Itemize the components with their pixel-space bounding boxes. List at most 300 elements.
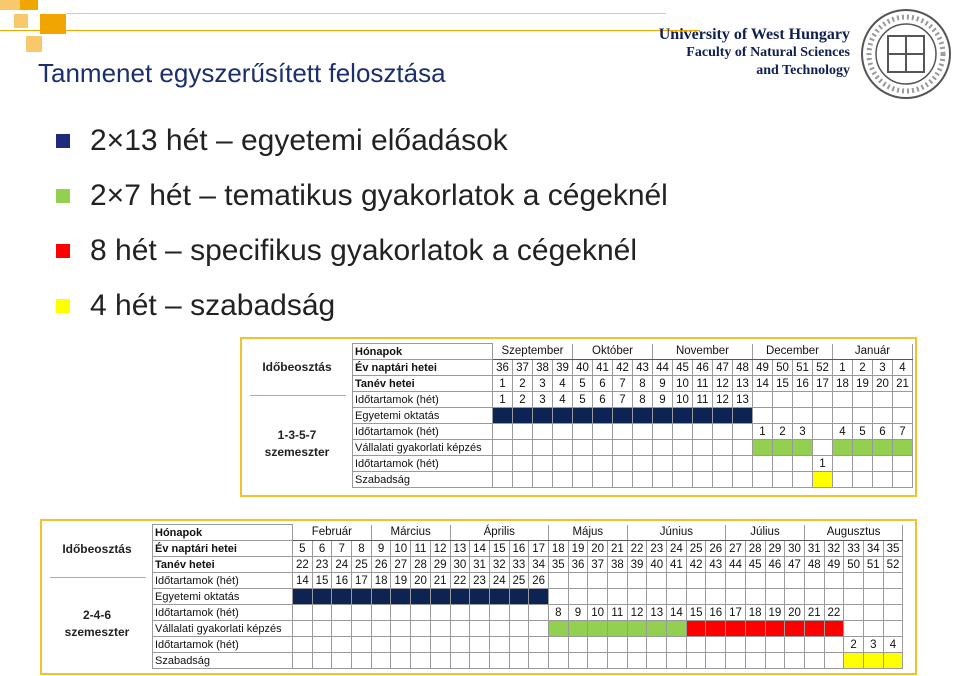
- table-row: [353, 424, 913, 440]
- duration-value: 5: [573, 392, 593, 408]
- duration-value: 13: [733, 392, 753, 408]
- duration-value: 24: [489, 573, 509, 589]
- calendar-week: 29: [765, 541, 785, 557]
- duration-value: 17: [726, 605, 746, 621]
- empty-cell: [553, 440, 573, 456]
- bar-cell-green: [773, 440, 793, 456]
- side-divider: [250, 395, 346, 396]
- empty-cell: [733, 424, 753, 440]
- empty-cell: [863, 605, 883, 621]
- calendar-week: 48: [733, 360, 753, 376]
- duration-value: 9: [568, 605, 588, 621]
- bar-cell-blue: [653, 408, 673, 424]
- table-row: [353, 472, 913, 488]
- table-row: [153, 589, 903, 605]
- calendar-week: 13: [450, 541, 470, 557]
- bar-cell-green: [588, 621, 608, 637]
- empty-cell: [883, 621, 903, 637]
- empty-cell: [824, 653, 844, 669]
- bar-cell-green: [793, 440, 813, 456]
- empty-cell: [793, 408, 813, 424]
- empty-cell: [706, 573, 726, 589]
- academic-week: 12: [713, 376, 733, 392]
- academic-week: 43: [706, 557, 726, 573]
- duration-value: 13: [647, 605, 667, 621]
- empty-cell: [293, 637, 313, 653]
- empty-cell: [706, 589, 726, 605]
- empty-cell: [613, 440, 633, 456]
- calendar-week: 20: [588, 541, 608, 557]
- bullet-marker-blue: [56, 134, 70, 148]
- row-label-szabadsag: Szabadság: [153, 653, 293, 669]
- university-header: [659, 26, 850, 80]
- academic-week: 39: [627, 557, 647, 573]
- empty-cell: [863, 589, 883, 605]
- calendar-week: 6: [312, 541, 332, 557]
- bar-cell-red: [824, 621, 844, 637]
- empty-cell: [430, 637, 450, 653]
- empty-cell: [430, 653, 450, 669]
- academic-week: 1: [493, 376, 513, 392]
- empty-cell: [785, 637, 805, 653]
- duration-value: 21: [804, 605, 824, 621]
- empty-cell: [553, 456, 573, 472]
- empty-cell: [833, 472, 853, 488]
- empty-cell: [833, 408, 853, 424]
- empty-cell: [785, 589, 805, 605]
- month-label: Augusztus: [804, 525, 902, 541]
- academic-week: 44: [726, 557, 746, 573]
- empty-cell: [352, 605, 372, 621]
- corner-square-2: [20, 0, 38, 10]
- row-label-idotartam: Időtartamok (hét): [153, 637, 293, 653]
- row-label-egyetemi: Egyetemi oktatás: [153, 589, 293, 605]
- semester-label: szemeszter: [64, 625, 130, 639]
- calendar-week: 24: [667, 541, 687, 557]
- schedule-box-even-semesters: [40, 519, 917, 675]
- empty-cell: [853, 472, 873, 488]
- empty-cell: [513, 456, 533, 472]
- academic-week: 52: [883, 557, 903, 573]
- empty-cell: [863, 573, 883, 589]
- empty-cell: [593, 456, 613, 472]
- row-label-ev_naptari: Év naptári hetei: [153, 541, 293, 557]
- academic-week: 34: [529, 557, 549, 573]
- bar-cell-green: [853, 440, 873, 456]
- top-accent-line-2: [66, 13, 666, 14]
- academic-week: 3: [533, 376, 553, 392]
- empty-cell: [793, 392, 813, 408]
- bar-cell-red: [706, 621, 726, 637]
- calendar-week: 32: [824, 541, 844, 557]
- bullet-item: [56, 173, 668, 228]
- duration-value: 11: [693, 392, 713, 408]
- bullet-text: 2×13 hét – egyetemi előadások: [90, 124, 508, 157]
- calendar-week: 12: [430, 541, 450, 557]
- empty-cell: [883, 573, 903, 589]
- academic-week: 37: [588, 557, 608, 573]
- empty-cell: [489, 637, 509, 653]
- calendar-week: 10: [391, 541, 411, 557]
- row-label-idotartam: Időtartamok (hét): [153, 605, 293, 621]
- calendar-week: 23: [647, 541, 667, 557]
- empty-cell: [673, 472, 693, 488]
- empty-cell: [765, 653, 785, 669]
- academic-week: 32: [489, 557, 509, 573]
- empty-cell: [470, 605, 490, 621]
- table-row: [153, 605, 903, 621]
- empty-cell: [667, 589, 687, 605]
- academic-week: 49: [824, 557, 844, 573]
- empty-cell: [627, 653, 647, 669]
- empty-cell: [633, 440, 653, 456]
- bar-cell-blue: [430, 589, 450, 605]
- empty-cell: [667, 573, 687, 589]
- duration-value: 10: [673, 392, 693, 408]
- bar-cell-blue: [293, 589, 313, 605]
- duration-value: 6: [593, 392, 613, 408]
- academic-week: 47: [785, 557, 805, 573]
- empty-cell: [489, 653, 509, 669]
- corner-square-5: [26, 36, 42, 52]
- empty-cell: [332, 653, 352, 669]
- empty-cell: [332, 605, 352, 621]
- empty-cell: [745, 637, 765, 653]
- bar-cell-green: [647, 621, 667, 637]
- empty-cell: [608, 653, 628, 669]
- duration-value: 4: [833, 424, 853, 440]
- bar-cell-blue: [513, 408, 533, 424]
- empty-cell: [653, 456, 673, 472]
- calendar-week: 31: [804, 541, 824, 557]
- calendar-week: 18: [548, 541, 568, 557]
- duration-value: 3: [793, 424, 813, 440]
- empty-cell: [653, 472, 673, 488]
- empty-cell: [489, 621, 509, 637]
- duration-value: 8: [633, 392, 653, 408]
- bar-cell-blue: [352, 589, 372, 605]
- empty-cell: [745, 589, 765, 605]
- schedule-table-odd: [352, 343, 913, 488]
- empty-cell: [573, 456, 593, 472]
- empty-cell: [713, 440, 733, 456]
- empty-cell: [686, 637, 706, 653]
- empty-cell: [833, 392, 853, 408]
- academic-week: 9: [653, 376, 673, 392]
- empty-cell: [873, 472, 893, 488]
- empty-cell: [713, 456, 733, 472]
- table-row: [353, 456, 913, 472]
- academic-week: 10: [673, 376, 693, 392]
- bullet-item: [56, 228, 668, 283]
- empty-cell: [647, 653, 667, 669]
- academic-week: 2: [513, 376, 533, 392]
- empty-cell: [793, 456, 813, 472]
- empty-cell: [765, 573, 785, 589]
- empty-cell: [593, 472, 613, 488]
- empty-cell: [470, 621, 490, 637]
- academic-week: 29: [430, 557, 450, 573]
- duration-value: 17: [352, 573, 372, 589]
- schedule-table-even: [152, 524, 903, 669]
- academic-week: 23: [312, 557, 332, 573]
- empty-cell: [312, 653, 332, 669]
- calendar-week: 1: [833, 360, 853, 376]
- row-label-egyetemi: Egyetemi oktatás: [353, 408, 493, 424]
- empty-cell: [613, 424, 633, 440]
- bar-cell-green: [548, 621, 568, 637]
- bar-cell-blue: [593, 408, 613, 424]
- empty-cell: [863, 621, 883, 637]
- bullet-item: [56, 283, 668, 338]
- empty-cell: [753, 472, 773, 488]
- academic-week: 38: [608, 557, 628, 573]
- academic-week: 13: [733, 376, 753, 392]
- empty-cell: [568, 573, 588, 589]
- duration-value: 11: [608, 605, 628, 621]
- calendar-week: 38: [533, 360, 553, 376]
- academic-week: 20: [873, 376, 893, 392]
- calendar-week: 43: [633, 360, 653, 376]
- empty-cell: [673, 456, 693, 472]
- empty-cell: [533, 424, 553, 440]
- empty-cell: [450, 605, 470, 621]
- empty-cell: [713, 472, 733, 488]
- calendar-week: 8: [352, 541, 372, 557]
- table-row: [353, 360, 913, 376]
- empty-cell: [391, 653, 411, 669]
- month-label: Október: [573, 344, 653, 360]
- calendar-week: 39: [553, 360, 573, 376]
- calendar-week: 7: [332, 541, 352, 557]
- empty-cell: [745, 573, 765, 589]
- row-label-honapok: Hónapok: [353, 344, 493, 360]
- duration-value: 12: [713, 392, 733, 408]
- bullet-text: 8 hét – specifikus gyakorlatok a cégeknél: [90, 234, 637, 267]
- bar-cell-green: [608, 621, 628, 637]
- table-row: [353, 440, 913, 456]
- empty-cell: [411, 621, 431, 637]
- empty-cell: [633, 424, 653, 440]
- calendar-week: 2: [853, 360, 873, 376]
- calendar-week: 42: [613, 360, 633, 376]
- empty-cell: [312, 621, 332, 637]
- duration-value: 9: [653, 392, 673, 408]
- empty-cell: [529, 605, 549, 621]
- academic-week: 21: [893, 376, 913, 392]
- calendar-week: 28: [745, 541, 765, 557]
- empty-cell: [873, 408, 893, 424]
- academic-week: 22: [293, 557, 313, 573]
- duration-value: 5: [853, 424, 873, 440]
- bar-cell-blue: [391, 589, 411, 605]
- time-allocation-label: Időbeosztás: [62, 542, 132, 556]
- academic-week: 31: [470, 557, 490, 573]
- duration-value: 16: [332, 573, 352, 589]
- duration-value: 18: [371, 573, 391, 589]
- empty-cell: [430, 605, 450, 621]
- calendar-week: 44: [653, 360, 673, 376]
- academic-week: 51: [863, 557, 883, 573]
- empty-cell: [844, 605, 864, 621]
- empty-cell: [332, 621, 352, 637]
- empty-cell: [813, 424, 833, 440]
- empty-cell: [593, 424, 613, 440]
- university-seal-icon: [858, 6, 954, 102]
- empty-cell: [450, 621, 470, 637]
- academic-week: 36: [568, 557, 588, 573]
- empty-cell: [371, 621, 391, 637]
- empty-cell: [726, 589, 746, 605]
- month-label: Április: [450, 525, 548, 541]
- empty-cell: [765, 589, 785, 605]
- bar-cell-blue: [673, 408, 693, 424]
- empty-cell: [489, 605, 509, 621]
- bar-cell-green: [667, 621, 687, 637]
- calendar-week: 21: [608, 541, 628, 557]
- bar-cell-blue: [733, 408, 753, 424]
- month-label: Március: [371, 525, 450, 541]
- empty-cell: [726, 573, 746, 589]
- empty-cell: [773, 392, 793, 408]
- empty-cell: [893, 456, 913, 472]
- bar-cell-blue: [613, 408, 633, 424]
- empty-cell: [493, 424, 513, 440]
- empty-cell: [726, 653, 746, 669]
- bullet-item: [56, 118, 668, 173]
- empty-cell: [293, 605, 313, 621]
- duration-value: 21: [430, 573, 450, 589]
- bar-cell-blue: [371, 589, 391, 605]
- academic-week: 41: [667, 557, 687, 573]
- row-label-tanev: Tanév hetei: [353, 376, 493, 392]
- bar-cell-blue: [573, 408, 593, 424]
- academic-week: 35: [548, 557, 568, 573]
- academic-week: 18: [833, 376, 853, 392]
- empty-cell: [667, 637, 687, 653]
- empty-cell: [529, 637, 549, 653]
- empty-cell: [450, 653, 470, 669]
- empty-cell: [493, 440, 513, 456]
- empty-cell: [726, 637, 746, 653]
- empty-cell: [513, 424, 533, 440]
- row-label-ev_naptari: Év naptári hetei: [353, 360, 493, 376]
- empty-cell: [833, 456, 853, 472]
- empty-cell: [667, 653, 687, 669]
- bar-cell-blue: [553, 408, 573, 424]
- duration-value: 2: [513, 392, 533, 408]
- empty-cell: [653, 440, 673, 456]
- duration-value: 14: [293, 573, 313, 589]
- bullet-marker-yellow: [56, 299, 70, 313]
- row-label-tanev: Tanév hetei: [153, 557, 293, 573]
- row-label-vallalati: Vállalati gyakorlati képzés: [353, 440, 493, 456]
- academic-week: 17: [813, 376, 833, 392]
- duration-value: 26: [529, 573, 549, 589]
- month-label: Július: [726, 525, 805, 541]
- empty-cell: [352, 653, 372, 669]
- empty-cell: [548, 589, 568, 605]
- empty-cell: [553, 472, 573, 488]
- empty-cell: [613, 456, 633, 472]
- empty-cell: [844, 573, 864, 589]
- duration-value: 4: [553, 392, 573, 408]
- empty-cell: [533, 472, 553, 488]
- empty-cell: [391, 605, 411, 621]
- calendar-week: 51: [793, 360, 813, 376]
- row-label-idotartam: Időtartamok (hét): [153, 573, 293, 589]
- bullet-text: 4 hét – szabadság: [90, 289, 336, 322]
- bar-cell-blue: [633, 408, 653, 424]
- bar-cell-blue: [493, 408, 513, 424]
- academic-week: 50: [844, 557, 864, 573]
- table-row: [153, 557, 903, 573]
- empty-cell: [548, 653, 568, 669]
- empty-cell: [873, 392, 893, 408]
- empty-cell: [733, 440, 753, 456]
- calendar-week: 52: [813, 360, 833, 376]
- empty-cell: [509, 621, 529, 637]
- bar-cell-blue: [450, 589, 470, 605]
- empty-cell: [513, 472, 533, 488]
- bar-cell-green: [893, 440, 913, 456]
- empty-cell: [813, 440, 833, 456]
- empty-cell: [593, 440, 613, 456]
- academic-week: 45: [745, 557, 765, 573]
- bar-cell-green: [568, 621, 588, 637]
- bar-cell-red: [686, 621, 706, 637]
- empty-cell: [588, 653, 608, 669]
- academic-week: 7: [613, 376, 633, 392]
- bullet-text: 2×7 hét – tematikus gyakorlatok a cégeknél: [90, 179, 668, 212]
- empty-cell: [529, 621, 549, 637]
- table-row: [353, 376, 913, 392]
- empty-cell: [568, 653, 588, 669]
- calendar-week: 37: [513, 360, 533, 376]
- empty-cell: [533, 456, 553, 472]
- duration-value: 19: [391, 573, 411, 589]
- bar-cell-blue: [529, 589, 549, 605]
- empty-cell: [470, 653, 490, 669]
- bar-cell-blue: [411, 589, 431, 605]
- bar-cell-blue: [312, 589, 332, 605]
- faculty-line-1: Faculty of Natural Sciences: [686, 45, 850, 60]
- academic-week: 11: [693, 376, 713, 392]
- empty-cell: [553, 424, 573, 440]
- calendar-week: 36: [493, 360, 513, 376]
- empty-cell: [588, 573, 608, 589]
- empty-cell: [371, 637, 391, 653]
- academic-week: 16: [793, 376, 813, 392]
- month-label: November: [653, 344, 753, 360]
- calendar-week: 45: [673, 360, 693, 376]
- calendar-week: 17: [529, 541, 549, 557]
- bar-cell-blue: [713, 408, 733, 424]
- bar-cell-green: [627, 621, 647, 637]
- table-row: [353, 344, 913, 360]
- calendar-week: 22: [627, 541, 647, 557]
- empty-cell: [785, 653, 805, 669]
- calendar-week: 35: [883, 541, 903, 557]
- bar-cell-blue: [489, 589, 509, 605]
- bar-cell-yellow: [844, 653, 864, 669]
- empty-cell: [844, 621, 864, 637]
- empty-cell: [804, 653, 824, 669]
- table-row: [153, 573, 903, 589]
- duration-value: 7: [613, 392, 633, 408]
- empty-cell: [352, 621, 372, 637]
- empty-cell: [352, 637, 372, 653]
